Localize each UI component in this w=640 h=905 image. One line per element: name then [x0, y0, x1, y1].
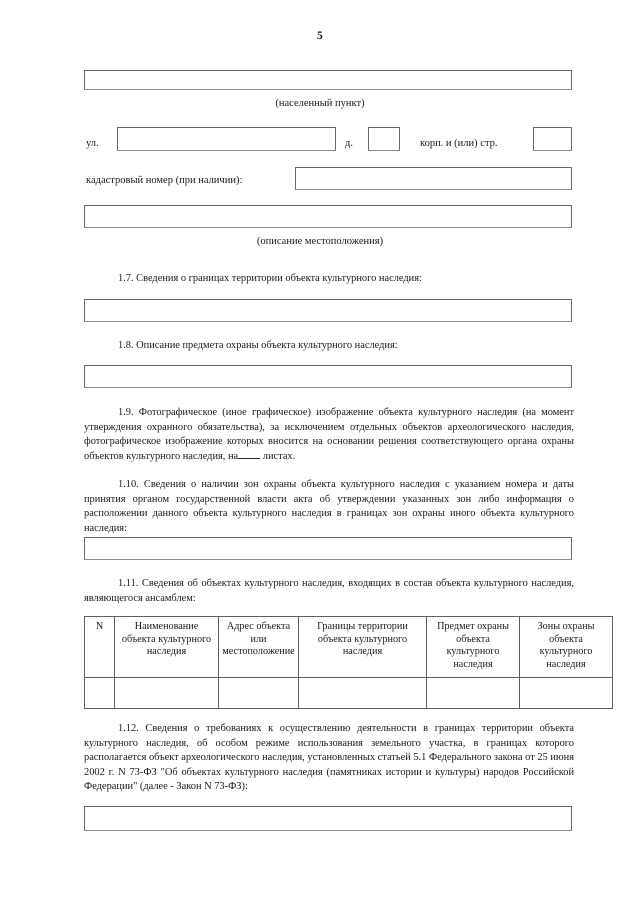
section-1-9-text-after: листах.: [262, 450, 296, 462]
location-description-input[interactable]: [84, 205, 572, 228]
section-1-10-paragraph: 1.10. Сведения о наличии зон охраны объекта культурного наследия с указанием номера и даты принятия органом государственной власти акта об утверждении указанных зон либо информация о расположении данного объекта культурного наследия в границах зон охраны иного объекта культурного наследия:: [84, 479, 574, 534]
table-cell-address[interactable]: [219, 678, 299, 709]
table-col-address: Адрес объекта или местоположение: [219, 617, 299, 678]
table-col-protection-subject: Предмет охраны объекта культурного наследия: [427, 617, 520, 678]
table-cell-name[interactable]: [115, 678, 219, 709]
table-cell-protection-zones[interactable]: [520, 678, 613, 709]
table-col-territory-borders: Границы территории объекта культурного наследия: [299, 617, 427, 678]
table-header-row: [85, 617, 613, 678]
ensemble-objects-table: [84, 616, 613, 709]
table-col-number: N: [85, 617, 115, 678]
section-1-8-heading: 1.8. Описание предмета охраны объекта культурного наследия:: [118, 340, 398, 351]
section-1-9-paragraph: [84, 406, 574, 464]
table-cell-protection-subject[interactable]: [427, 678, 520, 709]
table-row[interactable]: [85, 678, 613, 709]
page-number: 5: [316, 30, 324, 42]
building-input[interactable]: [533, 127, 572, 151]
house-input[interactable]: [368, 127, 400, 151]
location-description-caption: (описание местоположения): [256, 236, 384, 247]
section-1-7-input[interactable]: [84, 299, 572, 322]
street-label: ул.: [86, 138, 99, 149]
street-input[interactable]: [117, 127, 336, 151]
section-1-9-sheets-blank[interactable]: [238, 458, 260, 459]
building-label: корп. и (или) стр.: [420, 138, 498, 149]
section-1-8-input[interactable]: [84, 365, 572, 388]
cadastral-input[interactable]: [295, 167, 572, 190]
table-col-protection-zones: Зоны охраны объекта культурного наследия: [520, 617, 613, 678]
section-1-12-input[interactable]: [84, 806, 572, 831]
cadastral-label: кадастровый номер (при наличии):: [86, 175, 243, 186]
section-1-7-heading: 1.7. Сведения о границах территории объекта культурного наследия:: [118, 273, 422, 284]
table-cell-number[interactable]: [85, 678, 115, 709]
section-1-11-paragraph: 1.11. Сведения об объектах культурного наследия, входящих в состав объекта культурного наследия, являющегося ансамблем:: [84, 578, 574, 604]
table-col-name: Наименование объекта культурного наследия: [115, 617, 219, 678]
section-1-12-paragraph: 1.12. Сведения о требованиях к осуществлению деятельности в границах территории объекта культурного наследия, об особом режиме использования земельного участка, в границах которого располагается объект археологического наследия, установленных статьей 5.1 Федерального закона от 25 июня 2002 г. N 73-ФЗ "Об объектах культурного наследия (памятниках истории и культуры) народов Российской Федерации" (далее - Закон N 73-ФЗ):: [84, 723, 574, 793]
settlement-caption: (населенный пункт): [275, 98, 365, 109]
house-label: д.: [345, 138, 353, 149]
section-1-9-text-before: 1.9. Фотографическое (иное графическое) изображение объекта культурного наследия (на момент утверждения охранного обязательства), за исключением отдельных объектов археологического наследия, фотографическое изображение которых вносится на основании решения соответствующего органа охраны объектов культурного наследия, на: [84, 407, 574, 462]
settlement-input[interactable]: [84, 70, 572, 90]
section-1-10-input[interactable]: [84, 537, 572, 560]
table-cell-territory-borders[interactable]: [299, 678, 427, 709]
